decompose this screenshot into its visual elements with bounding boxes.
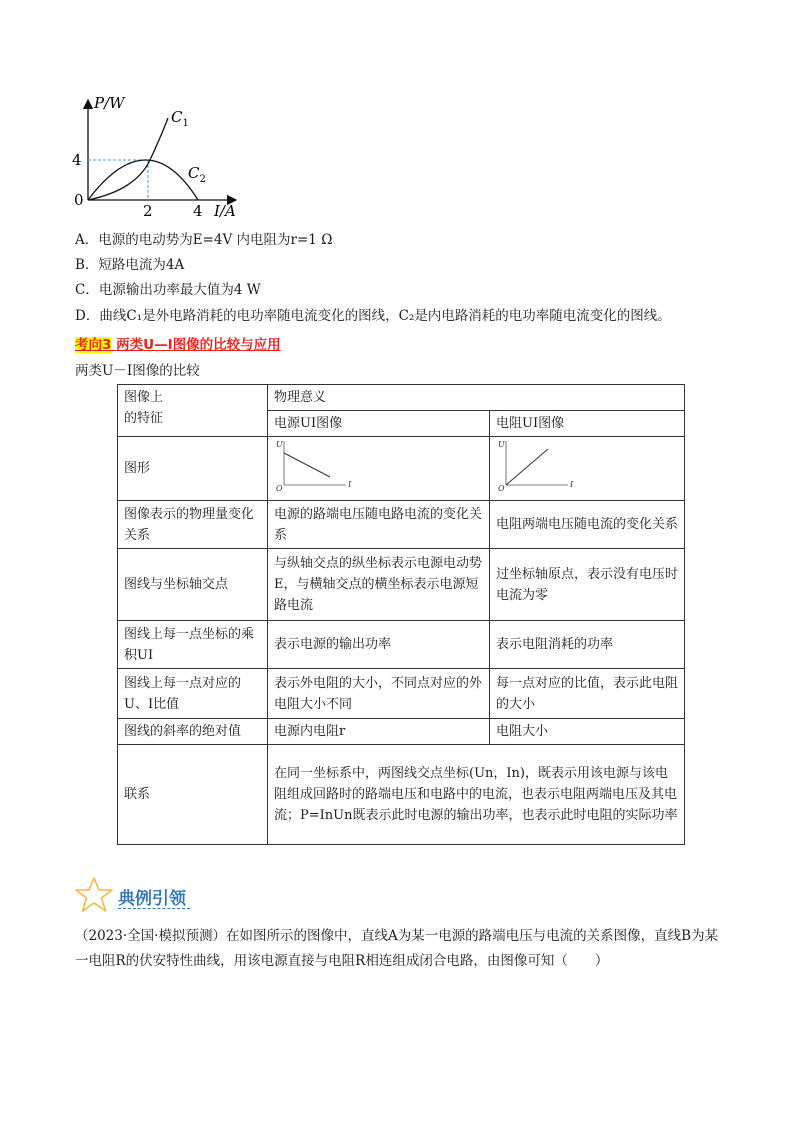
row-label: 图线的斜率的绝对值: [118, 719, 268, 745]
svg-text:O: O: [498, 484, 505, 493]
example-heading: 典例引领: [118, 889, 186, 909]
y-axis-label: P/W: [94, 94, 125, 112]
curve-c2: [88, 160, 198, 200]
row-label: 联系: [118, 745, 268, 845]
svg-text:U: U: [276, 440, 283, 449]
example-underline: [118, 908, 190, 909]
star-icon: [74, 876, 114, 914]
row-label: 图形: [118, 437, 268, 501]
example-question: （2023·全国·模拟预测）在如图所示的图像中，直线A为某一电源的路端电压与电流的关系图像，直线B为某一电阻R的伏安特性曲线，用该电源直接与电阻R相连组成闭合电路，由图像可知（ ）: [75, 928, 719, 969]
row-resistor-cell: 每一点对应的比值，表示此电阻的大小: [490, 669, 685, 719]
header-source: 电源UI图像: [268, 411, 490, 437]
row-source-cell: 电源内电阻r: [268, 719, 490, 745]
row-resistor-cell: 过坐标轴原点，表示没有电压时电流为零: [490, 549, 685, 621]
curve-c2-label: $C_2$: [188, 164, 206, 185]
header-resistor: 电阻UI图像: [490, 411, 685, 437]
row-label: 图像表示的物理量变化关系: [118, 501, 268, 549]
y-tick-4: 4: [72, 151, 82, 169]
svg-text:O: O: [276, 484, 283, 493]
x-tick-2: 2: [143, 202, 153, 220]
table-row: [118, 745, 685, 845]
power-current-graph: [68, 90, 248, 220]
resistor-ui-graph: [490, 437, 685, 501]
svg-text:I: I: [348, 480, 352, 489]
source-ui-graph: [268, 437, 490, 501]
header-meaning: 物理意义: [268, 385, 685, 411]
table-row: [118, 549, 685, 621]
x-axis-label: I/A: [214, 202, 236, 220]
row-label: 图线上每一点对应的U、I比值: [118, 669, 268, 719]
option-d: D．曲线C₁是外电路消耗的电功率随电流变化的图线，C₂是内电路消耗的电功率随电流变化的图线。: [75, 308, 671, 324]
curve-c1-label: $C_1$: [171, 108, 189, 129]
svg-text:U: U: [498, 440, 505, 449]
option-a: A．电源的电动势为E=4V 内电阻为r=1 Ω: [75, 232, 333, 248]
row-merged-cell: 在同一坐标系中，两图线交点坐标(Un，In)，既表示用该电源与该电阻组成回路时的路端电压和电路中的电流，也表示电阻两端电压及其电流；P=InUn既表示此时电源的输出功率，也表示此时电阻的实际功率: [268, 745, 685, 845]
section-prefix: 考向3: [75, 337, 112, 353]
row-source-cell: 电源的路端电压随电路电流的变化关系: [268, 501, 490, 549]
resistor-ui-icon: [496, 437, 576, 493]
comparison-table: [117, 384, 685, 845]
table-row: [118, 719, 685, 745]
option-c: C．电源输出功率最大值为4 W: [75, 282, 261, 298]
row-label: 图线与坐标轴交点: [118, 549, 268, 621]
row-resistor-cell: 电阻大小: [490, 719, 685, 745]
section-title: 两类U—I图像的比较与应用: [116, 337, 281, 353]
table-row: [118, 437, 685, 501]
x-tick-4: 4: [193, 202, 203, 220]
header-feature: 图像上 的特征: [118, 385, 268, 437]
table-caption: 两类U－I图像的比较: [75, 363, 200, 379]
row-resistor-cell: 电阻两端电压随电流的变化关系: [490, 501, 685, 549]
table-row: [118, 621, 685, 669]
option-b: B．短路电流为4A: [75, 257, 185, 273]
origin-label: 0: [74, 191, 84, 209]
section-heading: [75, 333, 281, 353]
curve-c1: [88, 118, 168, 200]
row-source-cell: 与纵轴交点的纵坐标表示电源电动势E，与横轴交点的横坐标表示电源短路电流: [268, 549, 490, 621]
source-ui-icon: [274, 437, 354, 493]
row-resistor-cell: 表示电阻消耗的功率: [490, 621, 685, 669]
table-row: [118, 501, 685, 549]
table-header-row: [118, 385, 685, 411]
table-row: [118, 669, 685, 719]
row-label: 图线上每一点坐标的乘积UI: [118, 621, 268, 669]
row-source-cell: 表示电源的输出功率: [268, 621, 490, 669]
svg-text:I: I: [570, 480, 574, 489]
row-source-cell: 表示外电阻的大小，不同点对应的外电阻大小不同: [268, 669, 490, 719]
